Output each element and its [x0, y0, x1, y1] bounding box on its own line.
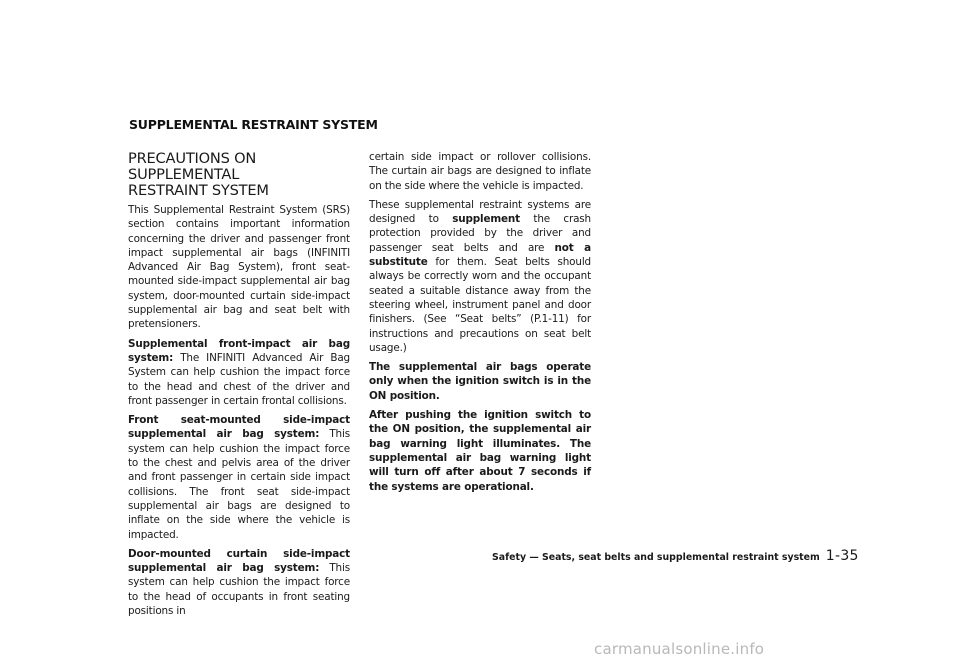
page-footer [492, 548, 859, 564]
right-column [369, 150, 591, 499]
front-airbag-paragraph [128, 337, 350, 408]
continuation-paragraph: certain side impact or rollover collisions. The curtain air bags are designed to inflate on the side where the vehicle is impacted. [369, 151, 591, 192]
front-airbag-label: Supplemental front-impact air bag system: [128, 337, 350, 364]
supplement-text-d: for them. Seat belts should always be correctly worn and the occupant seated a suitable distance away from the steering wheel, instrument panel and door finishers. (See “Seat belts” (P.1-11) for instructions and precautions on seat belt usage.) [369, 256, 591, 354]
page-number: 1-35 [825, 548, 859, 564]
footer-section-text: Safety — Seats, seat belts and supplemental restraint system [492, 552, 820, 563]
left-column [128, 151, 350, 623]
warning-light-paragraph: After pushing the ignition switch to the ON position, the supplemental air bag warning light illuminates. The supplemental air bag warning light will turn off after about 7 seconds if the systems are operational. [369, 409, 591, 493]
supplement-text-a: These supplemental restraint systems are designed to [369, 198, 591, 226]
side-airbag-text: This system can help cushion the impact force to the chest and pelvis area of the driver and front passenger in certain side impact collisions. The front seat side-impact supplemental air bags are designed to inflate on the side where the vehicle is impacted. [128, 428, 350, 541]
curtain-airbag-paragraph [128, 547, 350, 618]
heading-line-2: RESTRAINT SYSTEM [128, 182, 269, 199]
curtain-airbag-label: Door-mounted curtain side-impact supplemental air bag system: [128, 547, 350, 575]
curtain-airbag-text: This system can help cushion the impact force to the head of occupants in front seating positions in [128, 562, 350, 618]
not-substitute-bold: not a substitute [369, 241, 592, 269]
heading-line-1: PRECAUTIONS ON SUPPLEMENTAL [128, 150, 257, 183]
supplement-paragraph [369, 198, 591, 355]
side-airbag-label: Front seat-mounted side-impact supplemental air bag system: [128, 414, 350, 441]
front-airbag-text: The INFINITI Advanced Air Bag System can help cushion the impact force to the head and chest of the driver and front passenger in certain frontal collisions. [128, 351, 350, 407]
supplement-text-c: the crash protection provided by the driver and passenger seat belts and are [369, 213, 591, 254]
section-title: SUPPLEMENTAL RESTRAINT SYSTEM [129, 117, 378, 132]
precautions-heading [128, 151, 350, 199]
watermark: carmanualsonline.info [594, 640, 765, 658]
supplement-bold: supplement [452, 213, 520, 226]
side-airbag-paragraph [128, 413, 350, 542]
intro-paragraph: This Supplemental Restraint System (SRS) section contains important information concerning the driver and passenger front impact supplemental air bags (INFINITI Advanced Air Bag System), front seat-mounted side-impact supplemental air bag system, door-mounted curtain side-impact supplemental air bag and seat belt with pretensioners. [128, 204, 350, 331]
ignition-paragraph: The supplemental air bags operate only when the ignition switch is in the ON position. [369, 361, 591, 402]
